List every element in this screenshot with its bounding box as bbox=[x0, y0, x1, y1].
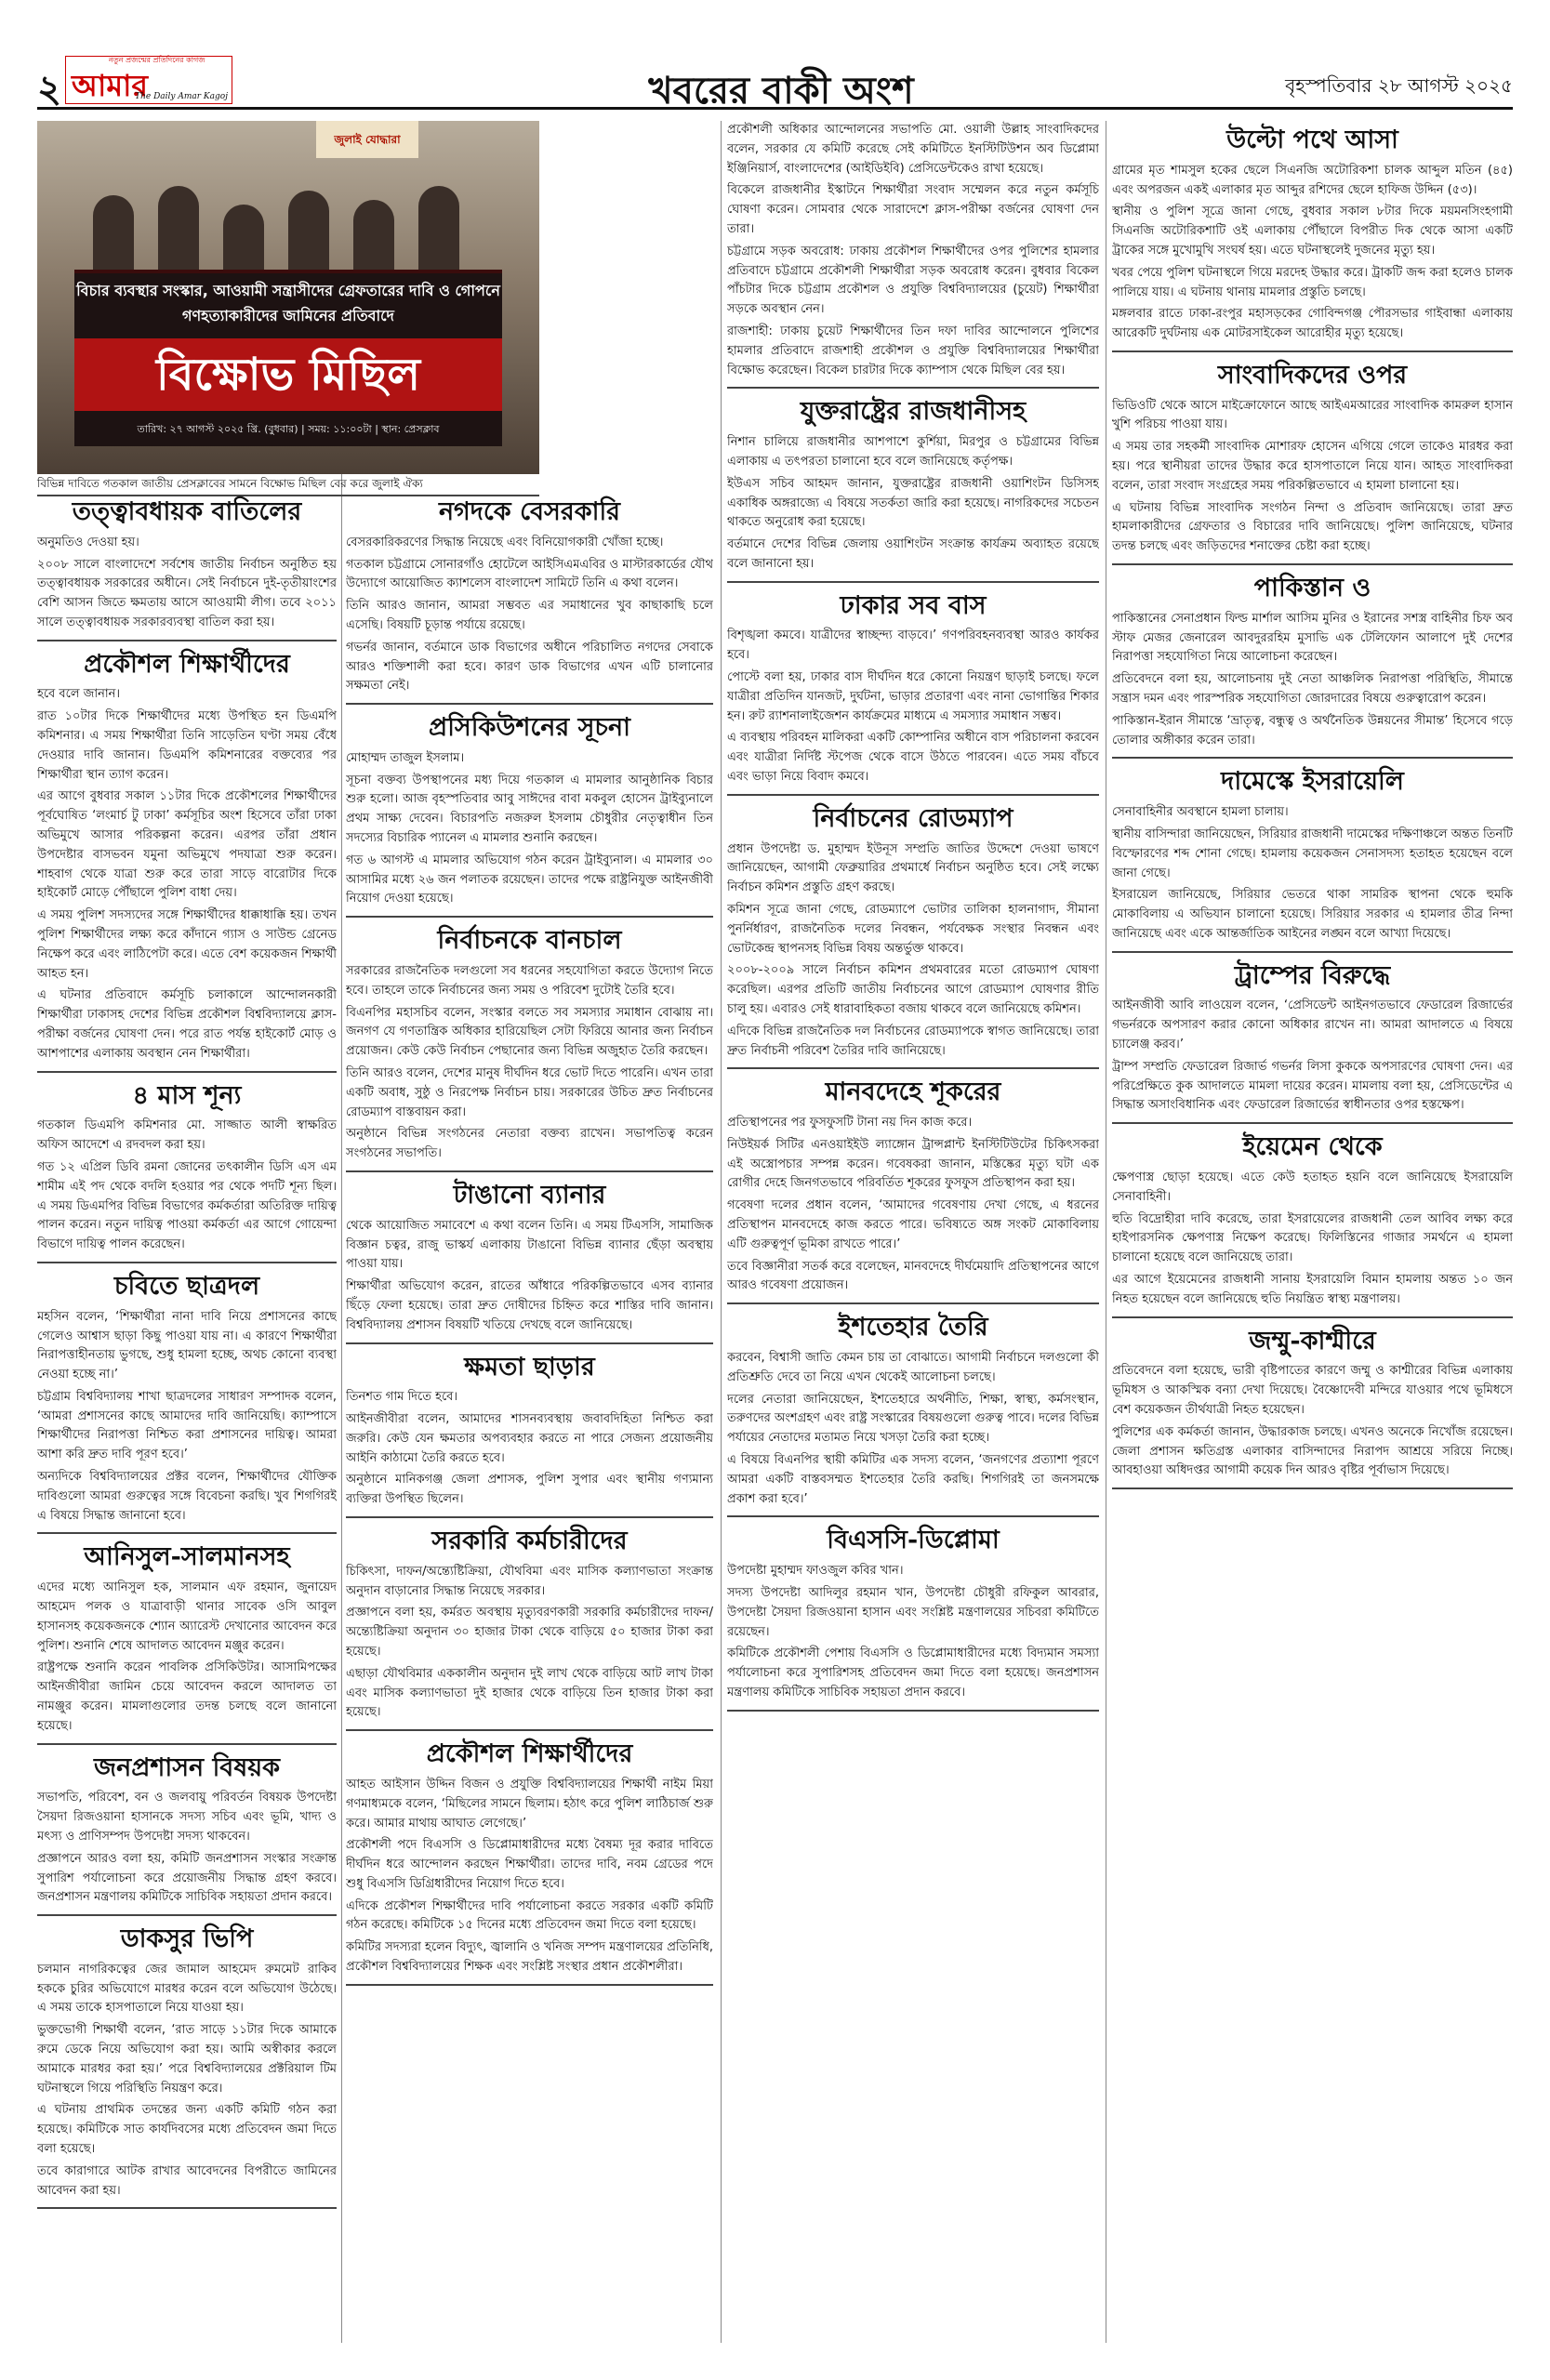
story-paragraph: গবেষণা দলের প্রধান বলেন, ‘আমাদের গবেষণায় দেখা গেছে, এ ধরনের প্রতিস্থাপন মানবদেহে কাজ করতে পারে। ভবিষ্যতে অঙ্গ সংকট মোকাবিলায় এটি গুরুত্বপূর্ণ ভূমিকা রাখতে পারে।’ bbox=[727, 1198, 1099, 1251]
news-story bbox=[1112, 1131, 1513, 1317]
story-paragraph: নিউইয়র্ক সিটির এনওয়াইইউ ল্যাঙ্গোন ট্রান্সপ্লান্ট ইনস্টিটিউটের চিকিৎসকরা এই অস্ত্রোপচার সম্পন্ন করেন। গবেষকরা জানান, মস্তিষ্কের মৃত্যু ঘটা এক রোগীর দেহে জিনগতভাবে পরিবর্তিত শূকরের ফুসফুস প্রতিস্থাপন করা হয়। bbox=[727, 1137, 1099, 1191]
story-headline: ঢাকার সব বাস bbox=[840, 590, 987, 620]
story-paragraph: প্রধান উপদেষ্টা ড. মুহাম্মদ ইউনূস সম্প্রতি জাতির উদ্দেশে দেওয়া ভাষণে জানিয়েছেন, আগামী ফেব্রুয়ারির প্রথমার্ধে নির্বাচন অনুষ্ঠিত হবে। সেই লক্ষ্যে নির্বাচন কমিশন প্রস্তুতি গ্রহণ করছে। bbox=[727, 841, 1099, 895]
story-paragraph: এ ব্যবস্থায় পরিবহন মালিকরা একটি কোম্পানির অধীনে বাস পরিচালনা করবেন এবং যাত্রীরা নির্দিষ্ট স্টপেজ থেকে বাসে উঠতে পারবেন। এতে সময় বাঁচবে এবং ভাড়া নিয়ে বিবাদ কমবে। bbox=[727, 731, 1099, 785]
story-headline: বিএসসি-ডিপ্লোমা bbox=[827, 1526, 1000, 1555]
news-story bbox=[727, 590, 1099, 796]
story-headline: ইয়েমেন থেকে bbox=[1242, 1132, 1383, 1162]
story-headline: নির্বাচনকে বানচাল bbox=[437, 926, 622, 956]
story-paragraph: অনুষ্ঠানে বিভিন্ন সংগঠনের নেতারা বক্তব্য রাখেন। সভাপতিত্ব করেন সংগঠনের সভাপতি। bbox=[346, 1127, 713, 1161]
story-paragraph: প্রতিবেদনে বলা হয়েছে, ভারী বৃষ্টিপাতের কারণে জম্মু ও কাশ্মীরের বিভিন্ন এলাকায় ভূমিধস ও আকস্মিক বন্যা দেখা দিয়েছে। বৈষ্ণোদেবী মন্দিরে যাওয়ার পথে ভূমিধসে বেশ কয়েকজন তীর্থযাত্রী নিহত হয়েছেন। bbox=[1112, 1364, 1513, 1417]
story-headline: ৪ মাস শূন্য bbox=[132, 1080, 242, 1110]
story-paragraph: তিনি আরও বলেন, দেশের মানুষ দীর্ঘদিন ধরে ভোট দিতে পারেনি। এখন তারা একটি অবাধ, সুষ্ঠু ও নিরপেক্ষ নির্বাচন চায়। সরকারের উচিত দ্রুত নির্বাচনের রোডম্যাপ বাস্তবায়ন করা। bbox=[346, 1065, 713, 1119]
story-paragraph: পাকিস্তানের সেনাপ্রধান ফিল্ড মার্শাল আসিম মুনির ও ইরানের সশস্ত্র বাহিনীর চিফ অব স্টাফ মেজর জেনারেল আবদুররহিম মুসাভি এক টেলিফোন আলাপে দুই দেশের নিরাপত্তা সহযোগিতা নিয়ে আলোচনা করেছেন। bbox=[1112, 611, 1513, 665]
story-headline: ডাকসুর ভিপি bbox=[120, 1924, 254, 1954]
story-paragraph: বিশৃঙ্খলা কমবে। যাত্রীদের স্বাচ্ছন্দ্য বাড়বে।’ গণপরিবহনব্যবস্থা আরও কার্যকর হবে। bbox=[727, 628, 1099, 663]
protest-sign: জুলাই যোদ্ধারা bbox=[316, 121, 418, 158]
column-4 bbox=[1112, 121, 1513, 2343]
story-paragraph: এর আগে ইয়েমেনের রাজধানী সানায় ইসরায়েলি বিমান হামলায় অন্তত ১০ জন নিহত হয়েছেন বলে জানিয়েছে হুতি নিয়ন্ত্রিত স্বাস্থ্য মন্ত্রণালয়। bbox=[1112, 1272, 1513, 1306]
story-paragraph: ক্ষেপণাস্ত্র ছোড়া হয়েছে। এতে কেউ হতাহত হয়নি বলে জানিয়েছে ইসরায়েলি সেনাবাহিনী। bbox=[1112, 1170, 1513, 1204]
news-story bbox=[727, 121, 1099, 389]
story-paragraph: স্থানীয় বাসিন্দারা জানিয়েছেন, সিরিয়ার রাজধানী দামেস্কের দক্ষিণাঞ্চলে অন্তত তিনটি বিস্ফোরণের শব্দ শোনা গেছে। হামলায় কয়েকজন সেনাসদস্য হতাহত হয়েছেন বলে জানা গেছে। bbox=[1112, 826, 1513, 880]
news-story bbox=[727, 1077, 1099, 1304]
story-paragraph: এ সময় পুলিশ সদস্যদের সঙ্গে শিক্ষার্থীদের ধাক্কাধাক্কি হয়। তখন পুলিশ শিক্ষার্থীদের লক্ষ্য করে কাঁদানে গ্যাস ও সাউন্ড গ্রেনেড নিক্ষেপ করে এবং লাঠিপেটা করে। এতে বেশ কয়েকজন শিক্ষার্থী আহত হন। bbox=[37, 908, 337, 981]
story-paragraph: তবে বিজ্ঞানীরা সতর্ক করে বলেছেন, মানবদেহে দীর্ঘমেয়াদি প্রতিস্থাপনের আগে আরও গবেষণা প্রয়োজন। bbox=[727, 1259, 1099, 1293]
column-rule bbox=[721, 121, 722, 2343]
story-headline: জম্মু-কাশ্মীরে bbox=[1249, 1326, 1376, 1355]
story-paragraph: হবে বলে জানান। bbox=[37, 687, 121, 702]
column-1 bbox=[37, 121, 337, 2343]
news-story bbox=[37, 1080, 337, 1263]
news-story bbox=[37, 1541, 337, 1744]
story-paragraph: মোহাম্মদ তাজুল ইসলাম। bbox=[346, 750, 465, 765]
story-paragraph: বর্তমানে দেশের বিভিন্ন জেলায় ওয়াশিংটন সংক্রান্ত কার্যক্রম অব্যাহত রয়েছে বলে জানানো হয়। bbox=[727, 537, 1099, 571]
story-paragraph: সভাপতি, পরিবেশ, বন ও জলবায়ু পরিবর্তন বিষয়ক উপদেষ্টা সৈয়দা রিজওয়ানা হাসানকে সদস্য সচিব এবং ভূমি, খাদ্য ও মৎস্য ও প্রাণিসম্পদ উপদেষ্টা সদস্য থাকবেন। bbox=[37, 1791, 337, 1844]
story-paragraph: গ্রামের মৃত শামসুল হকের ছেলে সিএনজি অটোরিকশা চালক আব্দুল মতিন (৪৫) এবং অপরজন একই এলাকার মৃত আব্দুর রশিদের ছেলে হাফিজ উদ্দিন (৫৩)। bbox=[1112, 163, 1513, 197]
story-paragraph: পাকিস্তান-ইরান সীমান্তে ‘ভ্রাতৃত্ব, বন্ধুত্ব ও অর্থনৈতিক উন্নয়নের সীমান্ত’ হিসেবে গড়ে তোলার অঙ্গীকার করেন তারা। bbox=[1112, 713, 1513, 747]
story-paragraph: এ সময় তার সহকর্মী সাংবাদিক মোশারফ হোসেন এগিয়ে গেলে তাকেও মারধর করা হয়। পরে স্থানীয়রা তাদের উদ্ধার করে হাসপাতালে নিয়ে যান। আহত সাংবাদিকরা বলেন, তারা সংবাদ সংগ্রহের সময় পরিকল্পিতভাবে এ হামলা চালানো হয়। bbox=[1112, 440, 1513, 493]
story-paragraph: সূচনা বক্তব্য উপস্থাপনের মধ্য দিয়ে গতকাল এ মামলার আনুষ্ঠানিক বিচার শুরু হলো। আজ বৃহস্পতিবার আবু সাঈদের বাবা মকবুল হোসেন ট্রাইব্যুনালে প্রথম সাক্ষ্য দেবেন। বিচারপতি নজরুল ইসলাম চৌধুরীর নেতৃত্বাধীন তিন সদস্যের বিচারিক প্যানেল এ মামলার শুনানি করছেন। bbox=[346, 773, 713, 846]
story-paragraph: ইউএস সচিব আহমদ জানান, যুক্তরাষ্ট্রের রাজধানী ওয়াশিংটন ডিসিসহ একাধিক অঙ্গরাজ্যে এ বিষয়ে সতর্কতা জারি করা হয়েছে। নাগরিকদের সচেতন থাকতে অনুরোধ করা হয়েছে। bbox=[727, 476, 1099, 530]
story-headline: প্রকৌশল শিক্ষার্থীদের bbox=[426, 1739, 633, 1769]
news-story bbox=[346, 1526, 713, 1731]
story-paragraph: স্থানীয় ও পুলিশ সূত্রে জানা গেছে, বুধবার সকাল ৮টার দিকে ময়মনসিংহগামী সিএনজি অটোরিকশাটি ওই এলাকায় পৌঁছালে বিপরীত দিক থেকে আসা একটি ট্রাকের সঙ্গে মুখোমুখি সংঘর্ষ হয়। এতে ঘটনাস্থলেই দুজনের মৃত্যু হয়। bbox=[1112, 205, 1513, 258]
story-paragraph: প্রতিবেদনে বলা হয়, আলোচনায় দুই নেতা আঞ্চলিক নিরাপত্তা পরিস্থিতি, সীমান্তে সন্ত্রাস দমন এবং পারস্পরিক সহযোগিতা জোরদারের বিষয়ে গুরুত্বারোপ করেন। bbox=[1112, 672, 1513, 706]
story-paragraph: এদের মধ্যে আনিসুল হক, সালমান এফ রহমান, জুনায়েদ আহমেদ পলক ও যাত্রাবাড়ী থানার সাবেক ওসি আবুল হাসানসহ কয়েকজনকে শ্যোন অ্যারেস্ট দেখানোর আবেদন করে পুলিশ। শুনানি শেষে আদালত আবেদন মঞ্জুর করেন। bbox=[37, 1580, 337, 1653]
story-paragraph: প্রতিস্থাপনের পর ফুসফুসটি টানা নয় দিন কাজ করে। bbox=[727, 1116, 973, 1130]
story-headline: ইশতেহার তৈরি bbox=[838, 1313, 988, 1342]
story-headline: সাংবাদিকদের ওপর bbox=[1217, 360, 1408, 390]
news-story bbox=[346, 925, 713, 1172]
story-paragraph: উপদেষ্টা মুহাম্মদ ফাওজুল কবির খান। bbox=[727, 1564, 904, 1579]
page-header bbox=[37, 56, 1513, 110]
story-paragraph: চট্টগ্রামে সড়ক অবরোধ: ঢাকায় প্রকৌশল শিক্ষার্থীদের ওপর পুলিশের হামলার প্রতিবাদে চট্টগ্রামে প্রকৌশলী শিক্ষার্থীরা সড়ক অবরোধ করেন। বুধবার বিকেল পাঁচটার দিকে চট্টগ্রাম প্রকৌশল ও প্রযুক্তি বিশ্ববিদ্যালয়ের (চুয়েট) শিক্ষার্থীরা সড়কে অবস্থান নেন। bbox=[727, 244, 1099, 317]
story-headline: জনপ্রশাসন বিষয়ক bbox=[93, 1752, 280, 1782]
story-paragraph: রাষ্ট্রপক্ষে শুনানি করেন পাবলিক প্রসিকিউটর। আসামিপক্ষের আইনজীবীরা জামিন চেয়ে আবেদন করলে আদালত তা নামঞ্জুর করেন। মামলাগুলোর তদন্ত চলছে বলে জানানো হয়েছে। bbox=[37, 1660, 337, 1733]
story-paragraph: এর আগে বুধবার সকাল ১১টার দিকে প্রকৌশলের শিক্ষার্থীদের পূর্বঘোষিত ‘লংমার্চ টু ঢাকা’ কর্মসূচির অংশ হিসেবে তাঁরা ঢাকা অভিমুখে আসার পরিকল্পনা করেন। এরপর তাঁরা প্রধান উপদেষ্টার বাসভবন যমুনা অভিমুখে পদযাত্রা শুরু করেন। শাহবাগ থেকে যাত্রা শুরু করে তারা সাড়ে বারোটার দিকে হাইকোর্ট মোড়ে পৌঁছালে পুলিশ বাধা দেয়। bbox=[37, 789, 337, 901]
story-paragraph: হুতি বিদ্রোহীরা দাবি করেছে, তারা ইসরায়েলের রাজধানী তেল আবিব লক্ষ্য করে হাইপারসনিক ক্ষেপণাস্ত্র নিক্ষেপ করেছে। ফিলিস্তিনের গাজার সমর্থনে এ হামলা চালানো হয়েছে বলে জানিয়েছে তারা। bbox=[1112, 1211, 1513, 1265]
story-paragraph: গত ৬ আগস্ট এ মামলার অভিযোগ গঠন করেন ট্রাইব্যুনাল। এ মামলার ৩০ আসামির মধ্যে ২৬ জন পলাতক রয়েছেন। তাদের পক্ষে রাষ্ট্রনিযুক্ত আইনজীবী নিয়োগ দেওয়া হয়েছে। bbox=[346, 853, 713, 906]
page-number: ২ bbox=[37, 67, 62, 111]
story-paragraph: ইসরায়েল জানিয়েছে, সিরিয়ার ভেতরে থাকা সামরিক স্থাপনা থেকে হুমকি মোকাবিলায় এ অভিযান চালানো হয়েছে। সিরিয়ার সরকার এ হামলার তীব্র নিন্দা জানিয়েছে এবং একে আন্তর্জাতিক আইনের লঙ্ঘন বলে আখ্যা দিয়েছে। bbox=[1112, 888, 1513, 941]
story-paragraph: এদিকে প্রকৌশল শিক্ষার্থীদের দাবি পর্যালোচনা করতে সরকার একটি কমিটি গঠন করেছে। কমিটিকে ১৫ দিনের মধ্যে প্রতিবেদন জমা দিতে বলা হয়েছে। bbox=[346, 1898, 713, 1933]
story-paragraph: তিনশত গাম দিতে হবে। bbox=[346, 1390, 458, 1405]
news-story bbox=[37, 1271, 337, 1535]
story-paragraph: প্রকৌশলী অধিকার আন্দোলনের সভাপতি মো. ওয়ালী উল্লাহ সাংবাদিকদের বলেন, সরকার যে কমিটি করেছে সেই কমিটিতে ইনস্টিটিউশন অব ডিপ্লোমা ইঞ্জিনিয়ার্স, বাংলাদেশের (আইডিইবি) প্রেসিডেন্টকেও রাখা হয়েছে। bbox=[727, 123, 1099, 176]
story-paragraph: তবে কারাগারে আটক রাখার আবেদনের বিপরীতে জামিনের আবেদন করা হয়। bbox=[37, 2163, 337, 2198]
story-headline: আনিসুল-সালমানসহ bbox=[84, 1542, 290, 1572]
story-paragraph: সদস্য উপদেষ্টা আদিলুর রহমান খান, উপদেষ্টা চৌধুরী রফিকুল আবরার, উপদেষ্টা সৈয়দা রিজওয়ানা হাসান এবং সংশ্লিষ্ট মন্ত্রণালয়ের সচিবরা কমিটিতে রয়েছেন। bbox=[727, 1585, 1099, 1639]
story-paragraph: রাজশাহী: ঢাকায় চুয়েট শিক্ষার্থীদের তিন দফা দাবির আন্দোলনে পুলিশের হামলার প্রতিবাদে রাজশাহী প্রকৌশল ও প্রযুক্তি বিশ্ববিদ্যালয়ের শিক্ষার্থীরা বিক্ষোভ করেছেন। বিকেল চারটার দিকে ক্যাম্পাস থেকে মিছিল বের হয়। bbox=[727, 324, 1099, 377]
story-paragraph: প্রজ্ঞাপনে আরও বলা হয়, কমিটি জনপ্রশাসন সংস্কার সংক্রান্ত সুপারিশ পর্যালোচনা করে প্রয়োজনীয় সিদ্ধান্ত গ্রহণ করবে। জনপ্রশাসন মন্ত্রণালয় কমিটিকে সাচিবিক সহায়তা প্রদান করবে। bbox=[37, 1851, 337, 1905]
news-story bbox=[346, 1180, 713, 1344]
news-story bbox=[346, 1739, 713, 1986]
story-paragraph: ২০০৮ সালে বাংলাদেশে সর্বশেষ জাতীয় নির্বাচন অনুষ্ঠিত হয় তত্ত্বাবধায়ক সরকারের অধীনে। সেই নির্বাচনে দুই-তৃতীয়াংশের বেশি আসন জিতে ক্ষমতায় আসে আওয়ামী লীগ। তবে ২০১১ সালে তত্ত্বাবধায়ক সরকারব্যবস্থা বাতিল করা হয়। bbox=[37, 557, 337, 629]
news-story bbox=[1112, 960, 1513, 1125]
story-headline: প্রসিকিউশনের সূচনা bbox=[429, 713, 630, 743]
story-paragraph: থেকে আয়োজিত সমাবেশে এ কথা বলেন তিনি। এ সময় টিএসসি, সামাজিক বিজ্ঞান চত্বর, রাজু ভাস্কর্য এলাকায় টাঙানো বিভিন্ন ব্যানার ছেঁড়া অবস্থায় পাওয়া যায়। bbox=[346, 1218, 713, 1272]
story-paragraph: সরকারের রাজনৈতিক দলগুলো সব ধরনের সহযোগিতা করতে উদ্যোগ নিতে হবে। তাহলে তাকে নির্বাচনের জন্য সময় ও পরিবেশ দুটোই তৈরি হবে। bbox=[346, 964, 713, 998]
story-paragraph: অন্যদিকে বিশ্ববিদ্যালয়ের প্রক্টর বলেন, শিক্ষার্থীদের যৌক্তিক দাবিগুলো আমরা গুরুত্বের সঙ্গে বিবেচনা করছি। খুব শিগগিরই এ বিষয়ে সিদ্ধান্ত জানানো হবে। bbox=[37, 1470, 337, 1523]
story-headline: সরকারি কর্মচারীদের bbox=[431, 1527, 628, 1556]
story-paragraph: আইনজীবীরা বলেন, আমাদের শাসনব্যবস্থায় জবাবদিহিতা নিশ্চিত করা জরুরি। কেউ যেন ক্ষমতার অপব্যবহার করতে না পারে সেজন্য প্রয়োজনীয় আইনি কাঠামো তৈরি করতে হবে। bbox=[346, 1412, 713, 1465]
story-headline: ক্ষমতা ছাড়ার bbox=[464, 1352, 595, 1382]
story-headline: মানবদেহে শূকরের bbox=[825, 1078, 1001, 1107]
banner-headline: বিচার ব্যবস্থার সংস্কার, আওয়ামী সন্ত্রাসীদের গ্রেফতারের দাবি ও গোপনে গণহত্যাকারীদের জামিনের প্রতিবাদে bbox=[76, 282, 500, 324]
news-story bbox=[37, 1924, 337, 2209]
story-paragraph: আহত আইসান উদ্দিন বিজন ও প্রযুক্তি বিশ্ববিদ্যালয়ের শিক্ষার্থী নাইম মিয়া গণমাধ্যমকে বলেন, ‘মিছিলের সামনে ছিলাম। হঠাৎ করে পুলিশ লাঠিচার্জ শুরু করে। আমার মাথায় আঘাত লেগেছে।’ bbox=[346, 1777, 713, 1831]
logo-tagline: নতুন প্রজন্মের প্রতিদিনের কাগজ bbox=[109, 56, 205, 64]
story-headline: নগদকে বেসরকারি bbox=[438, 497, 621, 526]
newspaper-logo bbox=[65, 56, 232, 104]
story-paragraph: কমিশন সূত্রে জানা গেছে, রোডম্যাপে ভোটার তালিকা হালনাগাদ, সীমানা পুনর্নির্ধারণ, রাজনৈতিক দলের নিবন্ধন, পর্যবেক্ষক সংস্থার নিবন্ধন এবং ভোটকেন্দ্র স্থাপনসহ বিভিন্ন বিষয় অন্তর্ভুক্ত থাকবে। bbox=[727, 902, 1099, 956]
story-paragraph: ভিডিওটি থেকে আসে মাইক্রোফোনে আছে আইএমআরের সাংবাদিক কামরুল হাসান খুশি পরিচয় পাওয়া যায়। bbox=[1112, 398, 1513, 432]
story-paragraph: গত ১২ এপ্রিল ডিবি রমনা জোনের তৎকালীন ডিসি এস এম শামীম এই পদ থেকে বদলি হওয়ার পর থেকে পদটি শূন্য ছিল। এ সময় ডিএমপির বিভিন্ন বিভাগের কর্মকর্তারা অতিরিক্ত দায়িত্ব পালন করেন। নতুন দায়িত্ব পাওয়া কর্মকর্তা এর আগে গোয়েন্দা বিভাগে দায়িত্ব পালন করেছেন। bbox=[37, 1159, 337, 1252]
story-paragraph: চট্টগ্রাম বিশ্ববিদ্যালয় শাখা ছাত্রদলের সাধারণ সম্পাদক বলেন, ‘আমরা প্রশাসনের কাছে আমাদের দাবি জানিয়েছি। ক্যাম্পাসে শিক্ষার্থীদের নিরাপত্তা নিশ্চিত করা প্রশাসনের দায়িত্ব। আমরা আশা করি দ্রুত দাবি পূরণ হবে।’ bbox=[37, 1389, 337, 1462]
story-paragraph: দলের নেতারা জানিয়েছেন, ইশতেহারে অর্থনীতি, শিক্ষা, স্বাস্থ্য, কর্মসংস্থান, তরুণদের অংশগ্রহণ এবং রাষ্ট্র সংস্কারের বিষয়গুলো গুরুত্ব পাবে। দলের বিভিন্ন পর্যায়ের নেতাদের মতামত নিয়ে খসড়া তৈরি করা হচ্ছে। bbox=[727, 1392, 1099, 1446]
story-paragraph: ট্রাম্প সম্প্রতি ফেডারেল রিজার্ভ গভর্নর লিসা কুককে অপসারণের ঘোষণা দেন। এর পরিপ্রেক্ষিতে কুক আদালতে মামলা দায়ের করেন। মামলায় বলা হয়, প্রেসিডেন্টের এ সিদ্ধান্ত অসাংবিধানিক এবং ফেডারেল রিজার্ভের স্বাধীনতার ওপর হস্তক্ষেপ। bbox=[1112, 1059, 1513, 1113]
story-paragraph: করবেন, বিশ্বাসী জাতি কেমন চায় তা বোঝাতে। আগামী নির্বাচনে দলগুলো কী প্রতিশ্রুতি দেবে তা নিয়ে এখন থেকেই আলোচনা চলছে। bbox=[727, 1351, 1099, 1384]
news-story bbox=[37, 496, 337, 641]
story-paragraph: তিনি আরও জানান, আমরা সম্ভবত এর সমাধানের খুব কাছাকাছি চলে এসেছি। বিষয়টি চূড়ান্ত পর্যায়ে রয়েছে। bbox=[346, 599, 713, 632]
story-paragraph: কমিটিকে প্রকৌশলী পেশায় বিএসসি ও ডিপ্লোমাধারীদের মধ্যে বিদ্যমান সমস্যা পর্যালোচনা করে সুপারিশসহ প্রতিবেদন জমা দিতে বলা হয়েছে। জনপ্রশাসন মন্ত্রণালয় কমিটিকে সাচিবিক সহায়তা প্রদান করবে। bbox=[727, 1646, 1099, 1699]
news-story bbox=[727, 803, 1099, 1070]
logo-title: আমার bbox=[72, 68, 148, 103]
story-paragraph: এদিকে বিভিন্ন রাজনৈতিক দল নির্বাচনের রোডম্যাপকে স্বাগত জানিয়েছে। তারা দ্রুত নির্বাচনী পরিবেশ তৈরির দাবি জানিয়েছে। bbox=[727, 1024, 1099, 1058]
column-2 bbox=[346, 121, 713, 2343]
news-story bbox=[1112, 360, 1513, 565]
news-story bbox=[346, 1352, 713, 1519]
story-paragraph: চলমান নাগরিকত্বের জের জামাল আহমেদ রুমমেট রাকিব হককে চুরির অভিযোগে মারধর করেন বলে অভিযোগ উঠেছে। এ সময় তাকে হাসপাতালে নিয়ে যাওয়া হয়। bbox=[37, 1962, 337, 2016]
story-paragraph: আইনজীবী আবি লাওয়েল বলেন, ‘প্রেসিডেন্ট আইনগতভাবে ফেডারেল রিজার্ভের গভর্নরকে অপসারণ করার কোনো অধিকার রাখেন না। আমরা আদালতে এ বিষয়ে চ্যালেঞ্জ করব।’ bbox=[1112, 998, 1513, 1052]
story-paragraph: মহসিন বলেন, ‘শিক্ষার্থীরা নানা দাবি নিয়ে প্রশাসনের কাছে গেলেও আশ্বাস ছাড়া কিছু পাওয়া যায় না। এ কারণে শিক্ষার্থীরা নিরাপত্তাহীনতায় ভুগছে, শুধু হামলা হচ্ছে, অথচ কোনো ব্যবস্থা নেওয়া হচ্ছে না।’ bbox=[37, 1309, 337, 1382]
story-paragraph: গতকাল ডিএমপি কমিশনার মো. সাজ্জাত আলী স্বাক্ষরিত অফিস আদেশে এ রদবদল করা হয়। bbox=[37, 1118, 337, 1153]
news-story bbox=[727, 1525, 1099, 1711]
story-paragraph: সেনাবাহিনীর অবস্থানে হামলা চালায়। bbox=[1112, 805, 1289, 820]
news-story bbox=[727, 396, 1099, 582]
news-story bbox=[1112, 1326, 1513, 1490]
story-headline: ট্রাম্পের বিরুদ্ধে bbox=[1234, 960, 1391, 990]
story-headline: দামেস্কে ইসরায়েলি bbox=[1221, 767, 1404, 797]
story-paragraph: এছাড়া যৌথবিমার এককালীন অনুদান দুই লাখ থেকে বাড়িয়ে আট লাখ টাকা এবং মাসিক কল্যাণভাতা দুই হাজার থেকে বাড়িয়ে তিন হাজার টাকা করা হয়েছে। bbox=[346, 1666, 713, 1720]
story-paragraph: চিকিৎসা, দাফন/অন্ত্যেষ্টিক্রিয়া, যৌথবিমা এবং মাসিক কল্যাণভাতা সংক্রান্ত অনুদান বাড়ানোর সিদ্ধান্ত নিয়েছে সরকার। bbox=[346, 1564, 713, 1598]
story-paragraph: গভর্নর জানান, বর্তমানে ডাক বিভাগের অধীনে পরিচালিত নগদের সেবাকে আরও শক্তিশালী করা হবে। কারণ ডাক বিভাগের এখন এটি চালানোর সক্ষমতা নেই। bbox=[346, 640, 713, 694]
story-headline: চবিতে ছাত্রদল bbox=[113, 1271, 260, 1301]
news-story bbox=[346, 496, 713, 705]
banner-details: তারিখ: ২৭ আগস্ট ২০২৫ খ্রি. (বুধবার) | সময়: ১১:০০টা | স্থান: প্রেসক্লাব bbox=[137, 423, 440, 435]
story-paragraph: ভুক্তভোগী শিক্ষার্থী বলেন, ‘রাত সাড়ে ১১টার দিকে আমাকে রুমে ডেকে নিয়ে অভিযোগ করা হয়। আমি অস্বীকার করলে আমাকে মারধর করা হয়।’ পরে বিশ্ববিদ্যালয়ের প্রক্টরিয়াল টিম ঘটনাস্থলে গিয়ে পরিস্থিতি নিয়ন্ত্রণ করে। bbox=[37, 2023, 337, 2096]
story-paragraph: এ ঘটনায় প্রাথমিক তদন্তের জন্য একটি কমিটি গঠন করা হয়েছে। কমিটিকে সাত কার্যদিবসের মধ্যে প্রতিবেদন জমা দিতে বলা হয়েছে। bbox=[37, 2103, 337, 2157]
story-paragraph: বিকেলে রাজধানীর ইস্কাটনে শিক্ষার্থীরা সংবাদ সম্মেলন করে নতুন কর্মসূচি ঘোষণা করেন। সোমবার থেকে সারাদেশে ক্লাস-পরীক্ষা বর্জনের ঘোষণা দেন তারা। bbox=[727, 183, 1099, 236]
news-story bbox=[1112, 125, 1513, 352]
story-paragraph: পোস্টে বলা হয়, ঢাকার বাস দীর্ঘদিন ধরে কোনো নিয়ন্ত্রণ ছাড়াই চলছে। ফলে যাত্রীরা প্রতিদিন যানজট, দুর্ঘটনা, ভাড়ার প্রতারণা এবং নানা ভোগান্তির শিকার হন। রুট র‌্যাশনালাইজেশন কার্যক্রমের মাধ্যমে এ সমস্যার সমাধান সম্ভব। bbox=[727, 670, 1099, 723]
story-paragraph: বেসরকারিকরণের সিদ্ধান্ত নিয়েছে এবং বিনিয়োগকারী খোঁজা হচ্ছে। bbox=[346, 535, 664, 549]
story-paragraph: অনুমতিও দেওয়া হয়। bbox=[37, 535, 139, 549]
logo-english: The Daily Amar Kagoj bbox=[135, 92, 228, 101]
story-paragraph: এ বিষয়ে বিএনপির স্থায়ী কমিটির এক সদস্য বলেন, ‘জনগণের প্রত্যাশা পূরণে আমরা একটি বাস্তবসম্মত ইশতেহার তৈরি করছি। শিগগিরই তা জনসমক্ষে প্রকাশ করা হবে।’ bbox=[727, 1452, 1099, 1506]
banner-main-text: বিক্ষোভ মিছিল bbox=[74, 338, 502, 411]
story-paragraph: গতকাল চট্টগ্রামে সোনারগাঁও হোটেলে আইসিএমএবির ও মাস্টারকার্ডের যৌথ উদ্যোগে আয়োজিত ক্যাশলেস বাংলাদেশ সামিটে তিনি এ কথা বলেন। bbox=[346, 557, 713, 591]
section-title: খবরের বাকী অংশ bbox=[648, 69, 914, 112]
story-headline: টাঙানো ব্যানার bbox=[453, 1180, 606, 1210]
news-story bbox=[346, 712, 713, 918]
story-paragraph: শিক্ষার্থীরা অভিযোগ করেন, রাতের আঁধারে পরিকল্পিতভাবে এসব ব্যানার ছিঁড়ে ফেলা হয়েছে। তারা দ্রুত দোষীদের চিহ্নিত করে শাস্তির দাবি জানান। বিশ্ববিদ্যালয় প্রশাসন বিষয়টি খতিয়ে দেখছে বলে জানিয়েছে। bbox=[346, 1279, 713, 1332]
story-headline: নির্বাচনের রোডম্যাপ bbox=[813, 803, 1013, 833]
story-paragraph: মঙ্গলবার রাতে ঢাকা-রংপুর মহাসড়কের গোবিন্দগঞ্জ পৌরসভার গাইবান্ধা এলাকায় আরেকটি দুর্ঘটনায় এক মোটরসাইকেল আরোহীর মৃত্যু হয়েছে। bbox=[1112, 307, 1513, 341]
story-paragraph: বিএনপির মহাসচিব বলেন, সংস্কার বলতে সব সমস্যার সমাধান বোঝায় না। জনগণ যে গণতান্ত্রিক অধিকার হারিয়েছিল সেটা ফিরিয়ে আনার জন্য নির্বাচন প্রয়োজন। কেউ কেউ নির্বাচন পেছানোর জন্য বিভিন্ন অজুহাত তৈরি করছেন। bbox=[346, 1005, 713, 1059]
story-paragraph: নিশান চালিয়ে রাজধানীর আশপাশে কুর্শিয়া, মিরপুর ও চট্টগ্রামের বিভিন্ন এলাকায় এ তৎপরতা চালানো হবে বলে জানিয়েছে কর্তৃপক্ষ। bbox=[727, 435, 1099, 469]
story-headline: প্রকৌশল শিক্ষার্থীদের bbox=[84, 649, 290, 679]
story-paragraph: কমিটির সদস্যরা হলেন বিদ্যুৎ, জ্বালানি ও খনিজ সম্পদ মন্ত্রণালয়ের প্রতিনিধি, প্রকৌশল বিশ্ববিদ্যালয়ের শিক্ষক এবং সংশ্লিষ্ট সংস্থার প্রধান প্রকৌশলীরা। bbox=[346, 1940, 713, 1975]
story-paragraph: প্রকৌশলী পদে বিএসসি ও ডিপ্লোমাধারীদের মধ্যে বৈষম্য দূর করার দাবিতে দীর্ঘদিন ধরে আন্দোলন করছেন শিক্ষার্থীরা। তাদের দাবি, নবম গ্রেডের পদে শুধু বিএসসি ডিগ্রিধারীদের নিয়োগ দিতে হবে। bbox=[346, 1838, 713, 1891]
news-story bbox=[37, 649, 337, 1073]
story-headline: পাকিস্তান ও bbox=[1253, 574, 1371, 603]
story-paragraph: অনুষ্ঠানে মানিকগঞ্জ জেলা প্রশাসক, পুলিশ সুপার এবং স্থানীয় গণ্যমান্য ব্যক্তিরা উপস্থিত ছিলেন। bbox=[346, 1473, 713, 1507]
story-paragraph: পুলিশের এক কর্মকর্তা জানান, উদ্ধারকাজ চলছে। এখনও অনেকে নিখোঁজ রয়েছেন। জেলা প্রশাসন ক্ষতিগ্রস্ত এলাকার বাসিন্দাদের নিরাপদ আশ্রয়ে সরিয়ে নিচ্ছে। আবহাওয়া অধিদপ্তর আগামী কয়েক দিন আরও বৃষ্টির পূর্বাভাস দিয়েছে। bbox=[1112, 1424, 1513, 1478]
story-paragraph: ২০০৮-২০০৯ সালে নির্বাচন কমিশন প্রথমবারের মতো রোডম্যাপ ঘোষণা করেছিল। এরপর প্রতিটি জাতীয় নির্বাচনের আগে রোডম্যাপ ঘোষণার রীতি চালু হয়। এবারও সেই ধারাবাহিকতা বজায় থাকবে বলে জানিয়েছে কমিশন। bbox=[727, 963, 1099, 1016]
story-paragraph: রাত ১০টার দিকে শিক্ষার্থীদের মধ্যে উপস্থিত হন ডিএমপি কমিশনার। এ সময় শিক্ষার্থীরা তিনি সাড়েতিন ঘণ্টা সময় বেঁধে দেওয়ার দাবি জানান। ডিএমপি কমিশনারের বক্তব্যের পর শিক্ষার্থীরা স্থান ত্যাগ করেন। bbox=[37, 709, 337, 782]
photo-caption: বিভিন্ন দাবিতে গতকাল জাতীয় প্রেসক্লাবের সামনে বিক্ষোভ মিছিল বের করে জুলাই ঐক্য bbox=[37, 476, 539, 496]
story-paragraph: প্রজ্ঞাপনে বলা হয়, কর্মরত অবস্থায় মৃত্যুবরণকারী সরকারি কর্মচারীদের দাফন/অন্ত্যেষ্টিক্রিয়া অনুদান ৩০ হাজার টাকা থেকে বাড়িয়ে ৫০ হাজার টাকা করা হয়েছে। bbox=[346, 1606, 713, 1659]
news-story bbox=[1112, 766, 1513, 952]
column-3 bbox=[727, 121, 1099, 2343]
issue-date: বৃহস্পতিবার ২৮ আগস্ট ২০২৫ bbox=[1285, 74, 1513, 97]
story-paragraph: এ ঘটনায় বিভিন্ন সাংবাদিক সংগঠন নিন্দা ও প্রতিবাদ জানিয়েছে। তারা দ্রুত হামলাকারীদের গ্রেফতার ও বিচারের দাবি জানিয়েছে। পুলিশ জানিয়েছে, ঘটনার তদন্ত চলছে এবং জড়িতদের শনাক্তের চেষ্টা করা হচ্ছে। bbox=[1112, 500, 1513, 554]
news-story bbox=[37, 1752, 337, 1917]
news-story bbox=[1112, 573, 1513, 759]
story-headline: যুক্তরাষ্ট্রের রাজধানীসহ bbox=[800, 397, 1027, 427]
story-paragraph: এ ঘটনার প্রতিবাদে কর্মসূচি চলাকালে আন্দোলনকারী শিক্ষার্থীরা ঢাকাসহ দেশের বিভিন্ন প্রকৌশল বিশ্ববিদ্যালয়ে ক্লাস-পরীক্ষা বর্জনের ঘোষণা দেন। পরে রাত পর্যন্ত হাইকোর্ট মোড় ও আশপাশের এলাকায় অবস্থান নেন শিক্ষার্থীরা। bbox=[37, 988, 337, 1061]
news-story bbox=[727, 1312, 1099, 1517]
story-paragraph: খবর পেয়ে পুলিশ ঘটনাস্থলে গিয়ে মরদেহ উদ্ধার করে। ট্রাকটি জব্দ করা হলেও চালক পালিয়ে যায়। এ ঘটনায় থানায় মামলার প্রস্তুতি চলছে। bbox=[1112, 265, 1513, 299]
story-headline: উল্টো পথে আসা bbox=[1226, 126, 1398, 154]
story-headline: তত্ত্বাবধায়ক বাতিলের bbox=[72, 497, 302, 526]
